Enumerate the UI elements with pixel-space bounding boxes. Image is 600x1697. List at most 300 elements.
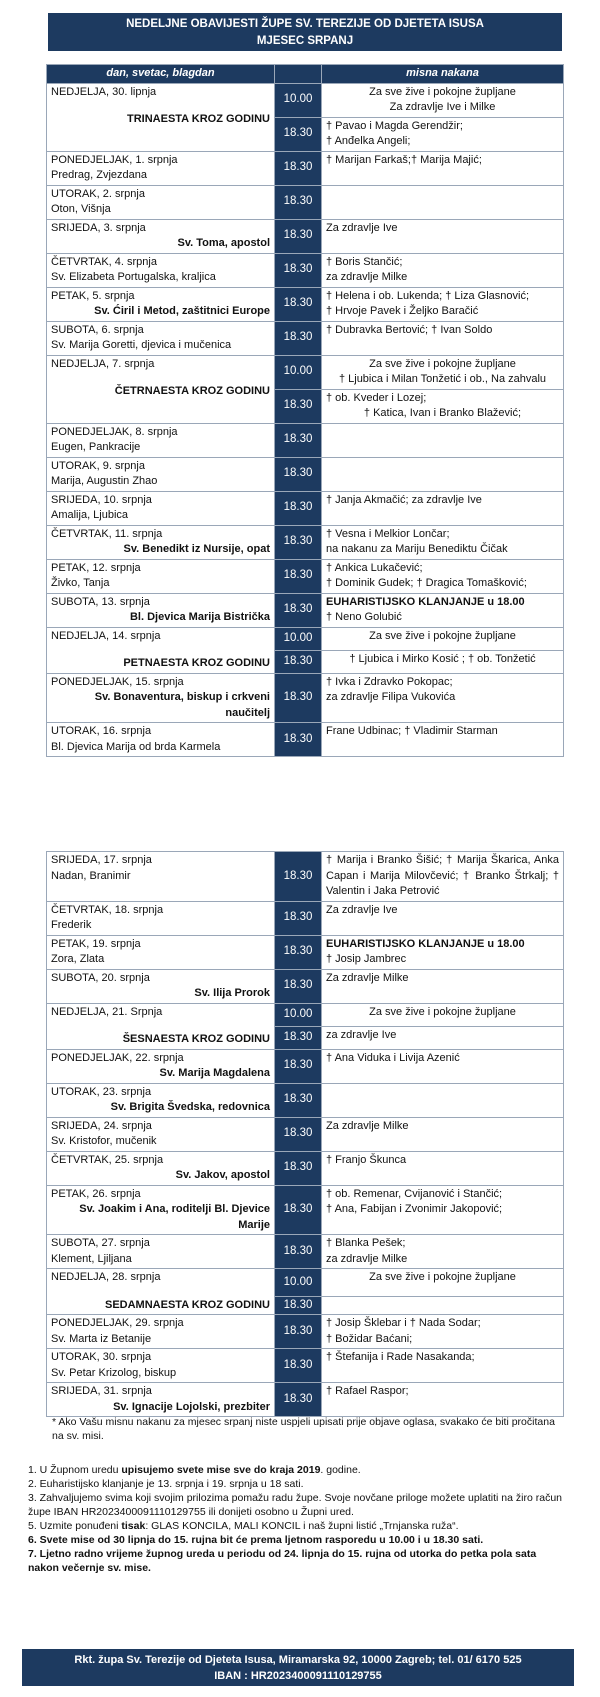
- intention-line: † Katica, Ivan i Branko Blažević;: [363, 407, 522, 419]
- mass-time-value: 18.30: [283, 911, 313, 924]
- saint-name: Eugen, Pankracije: [51, 441, 141, 453]
- mass-time: [275, 1235, 322, 1269]
- mass-time-value: 18.30: [283, 1392, 313, 1405]
- day-row: [47, 969, 564, 1003]
- saint-name: Sv. Marija Goretti, djevica i mučenica: [51, 339, 232, 351]
- day-row: [47, 1003, 564, 1026]
- mass-time: [275, 287, 322, 321]
- mass-time: [275, 1349, 322, 1383]
- mass-time: [275, 559, 322, 593]
- intention-line: † Rafael Raspor;: [326, 1385, 409, 1397]
- day-cell: [47, 1151, 275, 1185]
- saint-name: Sv. Ignacije Lojolski, prezbiter: [113, 1400, 270, 1413]
- notes-list: [28, 1463, 568, 1575]
- intention-cell: [322, 723, 564, 757]
- saint-name: Sv. Petar Krizolog, biskup: [51, 1366, 177, 1379]
- mass-time-value: 18.30: [283, 732, 313, 745]
- intention-line: † Ljubica i Milan Tonžetić i ob., Na zahvalu: [338, 373, 547, 385]
- saint-name: Sv. Marija Magdalena: [159, 1067, 270, 1079]
- mass-time: [275, 627, 322, 650]
- day-date: PETAK, 5. srpnja: [51, 289, 135, 302]
- mass-time-value: 18.30: [283, 229, 313, 242]
- day-date: SRIJEDA, 3. srpnja: [51, 221, 146, 234]
- mass-time: [275, 673, 322, 723]
- mass-time-value: 18.30: [283, 869, 313, 882]
- mass-time-value: 18.30: [283, 1093, 313, 1106]
- intention-cell: [322, 901, 564, 935]
- day-date: SUBOTA, 20. srpnja: [51, 971, 150, 984]
- mass-time-value: 18.30: [283, 1203, 313, 1215]
- intention-line: † Boris Stančić;: [326, 255, 403, 268]
- day-date: PETAK, 12. srpnja: [51, 561, 141, 574]
- intention-line: Za sve žive i pokojne župljane: [369, 1271, 516, 1283]
- mass-time-value: 10.00: [283, 365, 313, 378]
- day-row: [47, 457, 564, 491]
- day-date: UTORAK, 9. srpnja: [51, 459, 145, 472]
- saint-name: Sv. Bonaventura, biskup i crkveni naučitelj: [94, 691, 270, 719]
- day-date: PONEDJELJAK, 15. srpnja: [51, 675, 184, 688]
- intention-line: † Ankica Lukačević;: [326, 561, 423, 574]
- saint-name: Klement, Ljiljana: [51, 1252, 132, 1265]
- mass-time-value: 10.00: [283, 631, 313, 644]
- intention-line: Za zdravlje Ive: [326, 221, 398, 234]
- day-row: [47, 253, 564, 287]
- note-7: 7. Ljetno radno vrijeme župnog ureda u periodu od 24. lipnja do 15. rujna od utorka do petka pola sata nakon večernje sv. mise.: [28, 1548, 537, 1574]
- intention-line: † Ljubica i Mirko Kosić ; † ob. Tonžetić: [349, 652, 536, 665]
- mass-time-value: 18.30: [283, 945, 313, 958]
- intention-line: † Josip Šklebar i † Nada Sodar;: [326, 1317, 481, 1329]
- intention-line: † Janja Akmačić; za zdravlje Ive: [326, 493, 482, 506]
- intention-cell: [322, 219, 564, 253]
- intention-line: za zdravlje Filipa Vukovića: [326, 691, 456, 703]
- intention-cell: [322, 491, 564, 525]
- day-date: UTORAK, 23. srpnja: [51, 1085, 152, 1098]
- day-cell: [47, 525, 275, 559]
- day-row: [47, 355, 564, 389]
- intention-line: Za zdravlje Milke: [326, 971, 409, 984]
- mass-time: [275, 901, 322, 935]
- intention-line: † Blanka Pešek;: [326, 1237, 406, 1249]
- mass-time-value: 10.00: [283, 1275, 313, 1288]
- day-date: PONEDJELJAK, 29. srpnja: [51, 1317, 184, 1329]
- day-cell: [47, 491, 275, 525]
- mass-time: [275, 969, 322, 1003]
- note-5: [28, 1519, 568, 1533]
- mass-time-value: 18.30: [283, 501, 313, 514]
- day-date: SRIJEDA, 17. srpnja: [51, 854, 152, 866]
- header-title: NEDELJNE OBAVIJESTI ŽUPE SV. TEREZIJE OD DJETETA ISUSA: [126, 18, 484, 30]
- intention-cell: [322, 935, 564, 969]
- saint-name: Zora, Zlata: [51, 953, 105, 965]
- mass-time: [275, 1083, 322, 1117]
- intention-line: † Marija i Branko Šišić; † Marija Škarica, Anka Capan i Marija Milovčević; † Branko Štrkalj; † Valentin i Jaka Petrović: [326, 854, 559, 897]
- saint-name: Marija, Augustin Zhao: [51, 475, 158, 487]
- intention-line: Za sve žive i pokojne župljane: [369, 85, 516, 98]
- day-cell: [47, 219, 275, 253]
- intention-cell: [322, 355, 564, 389]
- day-cell: [47, 723, 275, 757]
- intention-line: † Anđelka Angeli;: [326, 135, 411, 147]
- mass-time: [275, 650, 322, 673]
- intention-cell: [322, 117, 564, 151]
- intention-line: † Marijan Farkaš;† Marija Majić;: [326, 153, 482, 166]
- day-date: NEDJELJA, 21. Srpnja: [51, 1005, 163, 1018]
- day-date: NEDJELJA, 30. lipnja: [51, 85, 157, 98]
- mass-time-value: 18.30: [283, 467, 313, 480]
- mass-time-value: 18.30: [283, 263, 313, 276]
- note-5-bold: tisak: [121, 1520, 146, 1532]
- day-cell: [47, 423, 275, 457]
- footnote: * Ako Vašu misnu nakanu za mjesec srpanj niste uspjeli upisati prije objave oglasa, svakako će biti pročitana na sv. misi.: [52, 1416, 555, 1442]
- column-header-row: [47, 65, 564, 84]
- day-row: [47, 1235, 564, 1269]
- mass-time-value: 18.30: [283, 535, 313, 548]
- saint-name: Sv. Brigita Švedska, redovnica: [110, 1101, 270, 1113]
- intention-cell: [322, 1315, 564, 1349]
- mass-time-value: 18.30: [283, 1244, 313, 1257]
- day-cell: [47, 1185, 275, 1235]
- day-date: UTORAK, 30. srpnja: [51, 1351, 152, 1363]
- intention-cell: [322, 1151, 564, 1185]
- saint-name: Živko, Tanja: [51, 577, 110, 589]
- note-5-end: : GLAS KONCILA, MALI KONCIL i naš župni listić „Trnjanska ruža“.: [145, 1520, 459, 1532]
- mass-time: [275, 1297, 322, 1315]
- mass-time: [275, 852, 322, 902]
- day-row: [47, 525, 564, 559]
- day-date: ČETVRTAK, 25. srpnja: [51, 1153, 164, 1166]
- day-row: [47, 185, 564, 219]
- intention-cell: [322, 253, 564, 287]
- day-date: PETAK, 26. srpnja: [51, 1187, 141, 1200]
- mass-time: [275, 525, 322, 559]
- intention-line: na nakanu za Mariju Benediktu Čičak: [326, 543, 508, 555]
- intention-cell: [322, 1235, 564, 1269]
- saint-name: Frederik: [51, 919, 92, 931]
- day-cell: [47, 593, 275, 627]
- intention-line: EUHARISTIJSKO KLANJANJE u 18.00: [326, 937, 525, 950]
- intention-line: za zdravlje Ive: [326, 1028, 397, 1041]
- mass-time-value: 18.30: [283, 161, 313, 174]
- mass-time: [275, 1151, 322, 1185]
- intention-line: † Ivka i Zdravko Pokopac;: [326, 675, 453, 688]
- mass-time: [275, 1185, 322, 1235]
- day-date: ČETVRTAK, 18. srpnja: [51, 903, 164, 916]
- note-3: 3. Zahvaljujemo svima koji svojim prilozima pomažu radu župe. Svoje novčane priloge možete uplatiti na žiro račun župe IBAN HR2023400091110129755 ili donijeti osobno u Župni ured.: [28, 1492, 563, 1518]
- day-row: [47, 1049, 564, 1083]
- day-row: [47, 901, 564, 935]
- mass-time-value: 18.30: [283, 979, 313, 992]
- intention-cell: [322, 969, 564, 1003]
- saint-name: Sv. Ćiril i Metod, zaštitnici Europe: [94, 305, 270, 317]
- day-cell: [47, 287, 275, 321]
- schedule-table-2: [46, 851, 564, 1417]
- intention-cell: [322, 1026, 564, 1049]
- intention-line: † Josip Jambrec: [326, 953, 407, 965]
- day-date: SUBOTA, 6. srpnja: [51, 323, 144, 336]
- intention-cell: [322, 83, 564, 117]
- day-date: SRIJEDA, 10. srpnja: [51, 493, 152, 506]
- saint-name: Sv. Ilija Prorok: [194, 987, 270, 999]
- day-row: [47, 423, 564, 457]
- intention-cell: [322, 1083, 564, 1117]
- saint-name: Nadan, Branimir: [51, 869, 131, 882]
- day-cell: [47, 627, 275, 673]
- intention-line: † Dominik Gudek; † Dragica Tomašković;: [326, 577, 527, 589]
- mass-time: [275, 1383, 322, 1417]
- intention-line: † ob. Kveder i Lozej;: [326, 391, 427, 404]
- note-2: 2. Euharistijsko klanjanje je 13. srpnja i 19. srpnja u 18 sati.: [28, 1478, 304, 1490]
- day-row: [47, 627, 564, 650]
- intention-cell: [322, 287, 564, 321]
- intention-line: za zdravlje Milke: [326, 271, 408, 283]
- mass-time-value: 18.30: [283, 1358, 313, 1371]
- mass-time: [275, 491, 322, 525]
- saint-name: Sv. Joakim i Ana, roditelji Bl. Djevice Marije: [79, 1203, 270, 1231]
- mass-time-value: 18.30: [283, 127, 313, 140]
- intention-cell: [322, 321, 564, 355]
- mass-time-value: 10.00: [283, 93, 313, 106]
- day-cell: [47, 852, 275, 902]
- day-date: PONEDJELJAK, 8. srpnja: [51, 425, 178, 438]
- note-1: [28, 1463, 568, 1477]
- intention-cell: [322, 593, 564, 627]
- day-cell: [47, 1269, 275, 1315]
- mass-time: [275, 151, 322, 185]
- intention-cell: [322, 1049, 564, 1083]
- mass-time-value: 18.30: [283, 1030, 313, 1043]
- day-date: ČETVRTAK, 4. srpnja: [51, 255, 157, 268]
- mass-time: [275, 423, 322, 457]
- note-1-bold: upisujemo svete mise sve do kraja 2019: [121, 1464, 321, 1476]
- mass-time-value: 18.30: [283, 331, 313, 344]
- day-cell: [47, 1117, 275, 1151]
- mass-time-value: 18.30: [283, 603, 313, 616]
- day-row: [47, 935, 564, 969]
- day-cell: [47, 935, 275, 969]
- day-row: [47, 151, 564, 185]
- day-cell: [47, 253, 275, 287]
- intention-line: † Dubravka Bertović; † Ivan Soldo: [326, 323, 493, 336]
- day-row: [47, 1083, 564, 1117]
- day-cell: [47, 1315, 275, 1349]
- day-date: PONEDJELJAK, 22. srpnja: [51, 1051, 184, 1064]
- intention-line: † Helena i ob. Lukenda; † Liza Glasnović;: [326, 289, 530, 302]
- saint-name: Sv. Benedikt iz Nursije, opat: [123, 543, 270, 555]
- mass-time: [275, 185, 322, 219]
- intention-line: Za zdravlje Ive i Milke: [389, 101, 496, 113]
- mass-time-value: 18.30: [283, 1127, 313, 1140]
- saint-name: Sv. Kristofor, mučenik: [51, 1135, 157, 1147]
- day-date: NEDJELJA, 14. srpnja: [51, 629, 161, 642]
- day-cell: [47, 559, 275, 593]
- intention-line: † Pavao i Magda Gerendžir;: [326, 119, 463, 132]
- mass-time-value: 18.30: [283, 691, 313, 703]
- intention-cell: [322, 1003, 564, 1026]
- intention-line: za zdravlje Milke: [326, 1252, 408, 1265]
- mass-time: [275, 389, 322, 423]
- day-row: [47, 1383, 564, 1417]
- day-row: [47, 1269, 564, 1297]
- intention-line: Za sve žive i pokojne župljane: [369, 1005, 516, 1018]
- day-row: [47, 1349, 564, 1383]
- intention-cell: [322, 185, 564, 219]
- saint-name: Sv. Toma, apostol: [177, 237, 270, 249]
- saint-name: Sv. Elizabeta Portugalska, kraljica: [51, 271, 216, 283]
- day-row: [47, 1315, 564, 1349]
- intention-cell: [322, 423, 564, 457]
- day-row: [47, 723, 564, 757]
- saint-name: Sv. Marta iz Betanije: [51, 1332, 152, 1345]
- intention-line: † Ana Viduka i Livija Azenić: [326, 1051, 460, 1064]
- mass-time: [275, 723, 322, 757]
- mass-time: [275, 593, 322, 627]
- day-cell: [47, 1235, 275, 1269]
- mass-time-value: 18.30: [283, 297, 313, 310]
- day-row: [47, 673, 564, 723]
- day-cell: [47, 1383, 275, 1417]
- day-row: [47, 219, 564, 253]
- footer-iban: IBAN : HR2023400091110129755: [214, 1670, 382, 1682]
- day-cell: [47, 185, 275, 219]
- saint-name: TRINAESTA KROZ GODINU: [127, 113, 270, 125]
- intention-cell: [322, 673, 564, 723]
- mass-time: [275, 83, 322, 117]
- mass-time-value: 18.30: [283, 399, 313, 412]
- column-header-intention: misna nakana: [322, 65, 564, 84]
- column-header-time: [275, 65, 322, 84]
- footer-address: Rkt. župa Sv. Terezije od Djeteta Isusa, Miramarska 92, 10000 Zagreb; tel. 01/ 6170 525: [74, 1654, 522, 1666]
- intention-cell: [322, 1185, 564, 1235]
- day-date: NEDJELJA, 7. srpnja: [51, 357, 155, 370]
- mass-time: [275, 1315, 322, 1349]
- note-1-text: 1. U Župnom uredu: [28, 1464, 122, 1476]
- day-cell: [47, 673, 275, 723]
- day-cell: [47, 1083, 275, 1117]
- day-cell: [47, 1349, 275, 1383]
- intention-line: † Ana, Fabijan i Zvonimir Jakopović;: [326, 1203, 503, 1215]
- saint-name: Predrag, Zvjezdana: [51, 169, 147, 181]
- day-date: UTORAK, 16. srpnja: [51, 725, 152, 737]
- intention-cell: [322, 1269, 564, 1297]
- day-cell: [47, 355, 275, 423]
- intention-line: † Hrvoje Pavek i Željko Baračić: [326, 305, 479, 317]
- intention-line: Za sve žive i pokojne župljane: [369, 629, 516, 642]
- day-cell: [47, 969, 275, 1003]
- day-cell: [47, 457, 275, 491]
- day-cell: [47, 83, 275, 151]
- saint-name: Bl. Djevica Marija od brda Karmela: [51, 740, 221, 753]
- mass-time: [275, 1026, 322, 1049]
- saint-name: ŠESNAESTA KROZ GODINU: [122, 1033, 270, 1045]
- day-row: [47, 852, 564, 902]
- mass-time-value: 10.00: [283, 1007, 313, 1020]
- saint-name: Oton, Višnja: [51, 203, 111, 215]
- day-date: UTORAK, 2. srpnja: [51, 187, 145, 200]
- intention-cell: [322, 1117, 564, 1151]
- mass-time: [275, 1049, 322, 1083]
- intention-line: Frane Udbinac; † Vladimir Starman: [326, 725, 498, 737]
- intention-line: EUHARISTIJSKO KLANJANJE u 18.00: [326, 595, 525, 608]
- intention-cell: [322, 151, 564, 185]
- saint-name: ČETRNAESTA KROZ GODINU: [114, 385, 270, 397]
- page-header: [48, 13, 562, 51]
- mass-time-value: 18.30: [283, 1059, 313, 1072]
- mass-time: [275, 1269, 322, 1297]
- day-row: [47, 321, 564, 355]
- note-1-end: . godine.: [320, 1464, 361, 1476]
- intention-line: Za zdravlje Milke: [326, 1119, 409, 1132]
- mass-time-value: 18.30: [283, 195, 313, 208]
- page-footer: [22, 1649, 574, 1686]
- mass-time-value: 18.30: [283, 654, 313, 667]
- intention-line: † Božidar Baćani;: [326, 1332, 413, 1345]
- mass-time: [275, 219, 322, 253]
- intention-cell: [322, 559, 564, 593]
- day-row: [47, 1185, 564, 1235]
- mass-time: [275, 253, 322, 287]
- intention-cell: [322, 457, 564, 491]
- day-date: SRIJEDA, 24. srpnja: [51, 1119, 152, 1132]
- mass-time: [275, 117, 322, 151]
- intention-line: Za sve žive i pokojne župljane: [369, 357, 516, 370]
- intention-line: † Neno Golubić: [326, 611, 402, 623]
- day-row: [47, 1151, 564, 1185]
- day-date: PONEDJELJAK, 1. srpnja: [51, 153, 178, 166]
- mass-time-value: 18.30: [283, 569, 313, 582]
- saint-name: Bl. Djevica Marija Bistrička: [129, 611, 270, 623]
- intention-cell: [322, 627, 564, 650]
- intention-line: Za zdravlje Ive: [326, 903, 398, 916]
- schedule-table-1: [46, 64, 564, 757]
- day-date: SUBOTA, 13. srpnja: [51, 595, 150, 608]
- day-row: [47, 491, 564, 525]
- intention-line: † Franjo Škunca: [326, 1153, 407, 1166]
- intention-cell: [322, 525, 564, 559]
- day-row: [47, 1117, 564, 1151]
- mass-time: [275, 935, 322, 969]
- day-date: ČETVRTAK, 11. srpnja: [51, 527, 163, 540]
- day-row: [47, 83, 564, 117]
- mass-time-value: 18.30: [283, 433, 313, 446]
- intention-cell: [322, 852, 564, 902]
- note-5-text: 5. Uzmite ponuđeni: [28, 1520, 122, 1532]
- mass-time: [275, 1003, 322, 1026]
- day-date: SUBOTA, 27. srpnja: [51, 1237, 150, 1249]
- mass-time-value: 18.30: [283, 1298, 313, 1311]
- day-cell: [47, 151, 275, 185]
- intention-line: † Vesna i Melkior Lončar;: [326, 527, 450, 540]
- mass-time-value: 18.30: [283, 1324, 313, 1337]
- mass-time: [275, 457, 322, 491]
- day-date: NEDJELJA, 28. srpnja: [51, 1271, 161, 1283]
- day-cell: [47, 901, 275, 935]
- saint-name: SEDAMNAESTA KROZ GODINU: [105, 1298, 270, 1311]
- intention-cell: [322, 1383, 564, 1417]
- day-row: [47, 593, 564, 627]
- column-header-day: dan, svetac, blagdan: [47, 65, 275, 84]
- intention-cell: [322, 650, 564, 673]
- mass-time: [275, 1117, 322, 1151]
- intention-line: † ob. Remenar, Cvijanović i Stančić;: [326, 1187, 503, 1200]
- day-cell: [47, 321, 275, 355]
- day-row: [47, 559, 564, 593]
- mass-time: [275, 355, 322, 389]
- saint-name: Amalija, Ljubica: [51, 509, 129, 521]
- header-month: MJESEC SRPANJ: [256, 35, 354, 47]
- day-date: SRIJEDA, 31. srpnja: [51, 1385, 152, 1397]
- intention-cell: [322, 1349, 564, 1383]
- intention-cell: [322, 389, 564, 423]
